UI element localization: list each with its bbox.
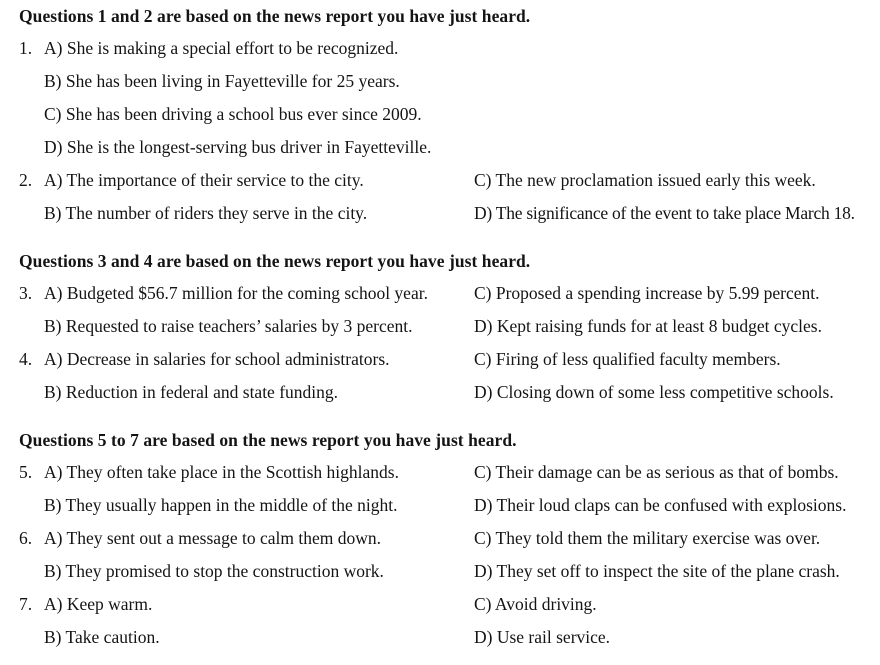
question-number-4: 4. (19, 349, 33, 369)
question-3-option-d: D) Kept raising funds for at least 8 budget cycles. (474, 316, 822, 336)
question-5-row-1 (0, 462, 880, 486)
question-1-option-c: C) She has been driving a school bus ever since 2009. (44, 104, 422, 124)
question-4-option-d: D) Closing down of some less competitive schools. (474, 382, 834, 402)
question-6-row-2 (0, 561, 880, 585)
question-2-option-b: B) The number of riders they serve in the city. (44, 203, 368, 223)
question-5-option-d: D) Their loud claps can be confused with explosions. (474, 495, 847, 515)
question-4-row-2 (0, 382, 880, 406)
question-1-option-d-row (0, 137, 880, 161)
section-heading-1: Questions 1 and 2 are based on the news report you have just heard. (19, 6, 531, 26)
question-7-row-2 (0, 627, 880, 651)
question-4-option-a: A) Decrease in salaries for school administrators. (44, 349, 390, 369)
question-1-option-b-row (0, 71, 880, 95)
question-6-option-a: A) They sent out a message to calm them down. (44, 528, 381, 548)
question-2-row-2 (0, 203, 880, 227)
section-heading-3: Questions 5 to 7 are based on the news report you have just heard. (19, 430, 517, 450)
question-2-row-1 (0, 170, 880, 194)
question-2-option-c: C) The new proclamation issued early this week. (474, 170, 816, 190)
question-number-7: 7. (19, 594, 33, 614)
section-heading-2: Questions 3 and 4 are based on the news report you have just heard. (19, 251, 531, 271)
question-5-row-2 (0, 495, 880, 519)
question-1-option-a: A) She is making a special effort to be recognized. (44, 38, 399, 58)
question-number-6: 6. (19, 528, 33, 548)
question-1-option-b: B) She has been living in Fayetteville for 25 years. (44, 71, 400, 91)
question-2-option-a: A) The importance of their service to the city. (44, 170, 364, 190)
question-3-option-c: C) Proposed a spending increase by 5.99 percent. (474, 283, 820, 303)
question-7-row-1 (0, 594, 880, 618)
question-5-option-b: B) They usually happen in the middle of the night. (44, 495, 398, 515)
question-3-option-a: A) Budgeted $56.7 million for the coming school year. (44, 283, 428, 303)
question-number-1: 1. (19, 38, 33, 58)
question-1-option-d: D) She is the longest-serving bus driver in Fayetteville. (44, 137, 432, 157)
question-6-option-b: B) They promised to stop the construction work. (44, 561, 384, 581)
question-7-option-d: D) Use rail service. (474, 627, 611, 647)
question-3-row-2 (0, 316, 880, 340)
question-6-option-d: D) They set off to inspect the site of the plane crash. (474, 561, 840, 581)
question-7-option-a: A) Keep warm. (44, 594, 153, 614)
question-5-option-a: A) They often take place in the Scottish highlands. (44, 462, 399, 482)
question-3-option-b: B) Requested to raise teachers’ salaries by 3 percent. (44, 316, 413, 336)
question-2-option-d: D) The significance of the event to take place March 18. (474, 203, 855, 223)
question-6-option-c: C) They told them the military exercise was over. (474, 528, 821, 548)
question-7-option-b: B) Take caution. (44, 627, 160, 647)
question-1-option-a-row (0, 38, 880, 62)
question-3-row-1 (0, 283, 880, 307)
question-number-5: 5. (19, 462, 33, 482)
question-number-2: 2. (19, 170, 33, 190)
question-4-option-b: B) Reduction in federal and state funding. (44, 382, 339, 402)
question-7-option-c: C) Avoid driving. (474, 594, 597, 614)
question-number-3: 3. (19, 283, 33, 303)
question-6-row-1 (0, 528, 880, 552)
question-5-option-c: C) Their damage can be as serious as that of bombs. (474, 462, 839, 482)
question-1-option-c-row (0, 104, 880, 128)
question-4-option-c: C) Firing of less qualified faculty members. (474, 349, 781, 369)
question-4-row-1 (0, 349, 880, 373)
